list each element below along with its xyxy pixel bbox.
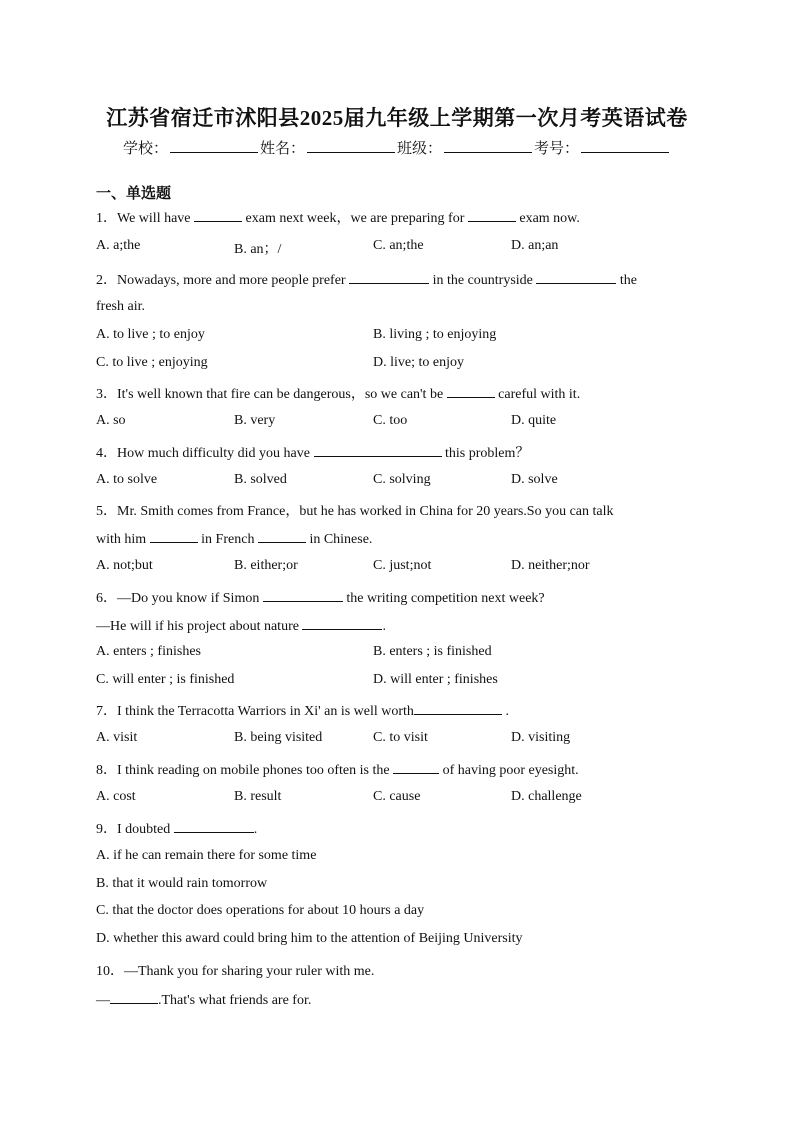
answer-blank[interactable] <box>194 209 242 222</box>
option-d[interactable]: D. will enter ; finishes <box>373 672 498 687</box>
answer-blank[interactable] <box>150 530 198 543</box>
option-a[interactable]: A. to live ; to enjoy <box>96 327 205 342</box>
class-blank[interactable] <box>444 138 532 153</box>
name-label: 姓名： <box>259 141 305 157</box>
answer-blank[interactable] <box>393 761 439 774</box>
option-d[interactable]: D. whether this award could bring him to the attention of Beijing University <box>96 931 523 946</box>
option-d[interactable]: D. solve <box>511 472 558 487</box>
option-d[interactable]: D. quite <box>511 413 557 428</box>
option-d[interactable]: D. challenge <box>511 789 582 804</box>
option-a[interactable]: A. cost <box>96 789 136 804</box>
option-c[interactable]: C. to visit <box>373 730 428 745</box>
class-label: 班级： <box>397 141 443 157</box>
number-blank[interactable] <box>581 138 669 153</box>
question-7: 7．I think the Terracotta Warriors in Xi' an is well worth . <box>96 704 509 719</box>
option-d[interactable]: D. live; to enjoy <box>373 355 464 370</box>
option-a[interactable]: A. visit <box>96 730 138 745</box>
answer-blank[interactable] <box>263 589 343 602</box>
option-d[interactable]: D. neither;nor <box>511 558 590 573</box>
answer-blank[interactable] <box>468 209 516 222</box>
option-c[interactable]: C. just;not <box>373 558 432 573</box>
question-1: 1．We will have exam next week，we are preparing for exam now. <box>96 211 580 226</box>
question-2: 2．Nowadays, more and more people prefer in the countryside the <box>96 273 637 288</box>
question-3: 3．It's well known that fire can be dangerous，so we can't be careful with it. <box>96 387 581 402</box>
question-6-continued: —He will if his project about nature . <box>96 619 386 634</box>
option-d[interactable]: D. visiting <box>511 730 571 745</box>
option-b[interactable]: B. either;or <box>234 558 298 573</box>
option-b[interactable]: B. result <box>234 789 282 804</box>
answer-blank[interactable] <box>110 991 158 1004</box>
option-c[interactable]: C. too <box>373 413 408 428</box>
school-blank[interactable] <box>170 138 258 153</box>
option-a[interactable]: A. if he can remain there for some time <box>96 848 317 863</box>
question-10-continued: — .That's what friends are for. <box>96 993 312 1008</box>
question-5-continued: with him in French in Chinese. <box>96 532 373 547</box>
option-c[interactable]: C. that the doctor does operations for about 10 hours a day <box>96 903 425 918</box>
option-b[interactable]: B. solved <box>234 472 287 487</box>
school-label: 学校： <box>122 141 168 157</box>
option-a[interactable]: A. so <box>96 413 126 428</box>
option-d[interactable]: D. an;an <box>511 238 559 253</box>
answer-blank[interactable] <box>349 271 429 284</box>
answer-blank[interactable] <box>258 530 306 543</box>
option-a[interactable]: A. enters ; finishes <box>96 644 201 659</box>
student-info-line <box>0 137 794 158</box>
option-b[interactable]: B. enters ; is finished <box>373 644 492 659</box>
question-6: 6．—Do you know if Simon the writing competition next week? <box>96 591 545 606</box>
option-b[interactable]: B. very <box>234 413 276 428</box>
option-c[interactable]: C. an;the <box>373 238 424 253</box>
answer-blank[interactable] <box>302 617 382 630</box>
option-c[interactable]: C. solving <box>373 472 431 487</box>
answer-blank[interactable] <box>414 702 502 715</box>
option-c[interactable]: C. cause <box>373 789 421 804</box>
number-label: 考号： <box>534 141 580 157</box>
answer-blank[interactable] <box>314 444 442 457</box>
question-2-continued: fresh air. <box>96 299 145 314</box>
option-b[interactable]: B. an；/ <box>234 242 282 257</box>
option-c[interactable]: C. will enter ; is finished <box>96 672 235 687</box>
option-a[interactable]: A. to solve <box>96 472 158 487</box>
answer-blank[interactable] <box>536 271 616 284</box>
name-blank[interactable] <box>307 138 395 153</box>
question-9: 9．I doubted . <box>96 822 258 837</box>
option-b[interactable]: B. living ; to enjoying <box>373 327 497 342</box>
option-a[interactable]: A. a;the <box>96 238 141 253</box>
question-10: 10．—Thank you for sharing your ruler with me. <box>96 964 375 979</box>
question-5: 5．Mr. Smith comes from France，but he has worked in China for 20 years.So you can talk <box>96 504 614 519</box>
section-heading: 一、单选题 <box>96 184 172 202</box>
option-b[interactable]: B. that it would rain tomorrow <box>96 876 268 891</box>
answer-blank[interactable] <box>174 820 254 833</box>
page-title: 江苏省宿迁市沭阳县2025届九年级上学期第一次月考英语试卷 <box>106 106 688 130</box>
question-4: 4．How much difficulty did you have this problem？ <box>96 446 530 461</box>
question-8: 8．I think reading on mobile phones too often is the of having poor eyesight. <box>96 763 579 778</box>
answer-blank[interactable] <box>447 385 495 398</box>
option-a[interactable]: A. not;but <box>96 558 153 573</box>
option-c[interactable]: C. to live ; enjoying <box>96 355 208 370</box>
option-b[interactable]: B. being visited <box>234 730 323 745</box>
